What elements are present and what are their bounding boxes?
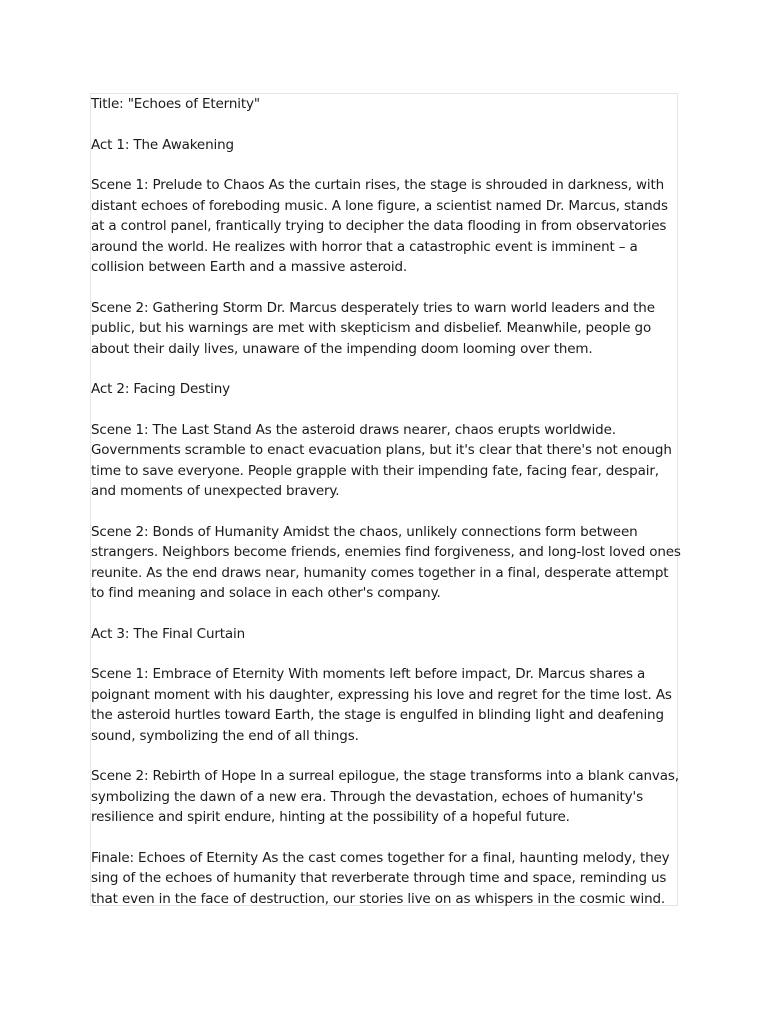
document-body [91, 94, 683, 909]
act-2-scene-2: Scene 2: Bonds of Humanity Amidst the chaos, unlikely connections form between strangers. Neighbors become friends, enemies find forgiveness, and long-lost loved ones reunite. As the end draws near, humanity comes together in a final, desperate attempt to find meaning and solace in each other's company. [91, 523, 681, 601]
act-2-heading: Act 2: Facing Destiny [91, 381, 230, 397]
act-3-scene-2: Scene 2: Rebirth of Hope In a surreal epilogue, the stage transforms into a blank canvas, symbolizing the dawn of a new era. Through the devastation, echoes of humanity's resilience and spirit endure, hinting at the possibility of a hopeful future. [91, 768, 679, 825]
act-1-heading: Act 1: The Awakening [91, 136, 234, 153]
act-3-scene-1: Scene 1: Embrace of Eternity With moments left before impact, Dr. Marcus shares a poignant moment with his daughter, expressing his love and regret for the time lost. As the asteroid hurtles toward Earth, the stage is engulfed in blinding light and deafening sound, symbolizing the end of all things. [91, 666, 672, 744]
finale: Finale: Echoes of Eternity As the cast comes together for a final, haunting melody, they sing of the echoes of humanity that reverberate through time and space, reminding us that even in the face of destruction, our stories live on as whispers in the cosmic wind. [91, 849, 670, 907]
document-title: Title: "Echoes of Eternity" [91, 96, 260, 112]
act-2-scene-1: Scene 1: The Last Stand As the asteroid draws nearer, chaos erupts worldwide. Governments scramble to enact evacuation plans, but it's clear that there's not enough time to save everyone. People grapple with their impending fate, facing fear, despair, and moments of unexpected bravery. [91, 421, 672, 499]
act-3-heading: Act 3: The Final Curtain [91, 625, 246, 642]
act-1-scene-2: Scene 2: Gathering Storm Dr. Marcus desperately tries to warn world leaders and the public, but his warnings are met with skepticism and disbelief. Meanwhile, people go about their daily lives, unaware of the impending doom looming over them. [91, 299, 655, 357]
act-1-scene-1: Scene 1: Prelude to Chaos As the curtain rises, the stage is shrouded in darkness, with distant echoes of foreboding music. A lone figure, a scientist named Dr. Marcus, stands at a control panel, frantically trying to decipher the data flooding in from observatories around the world. He realizes with horror that a catastrophic event is imminent – a collision between Earth and a massive asteroid. [91, 177, 668, 275]
